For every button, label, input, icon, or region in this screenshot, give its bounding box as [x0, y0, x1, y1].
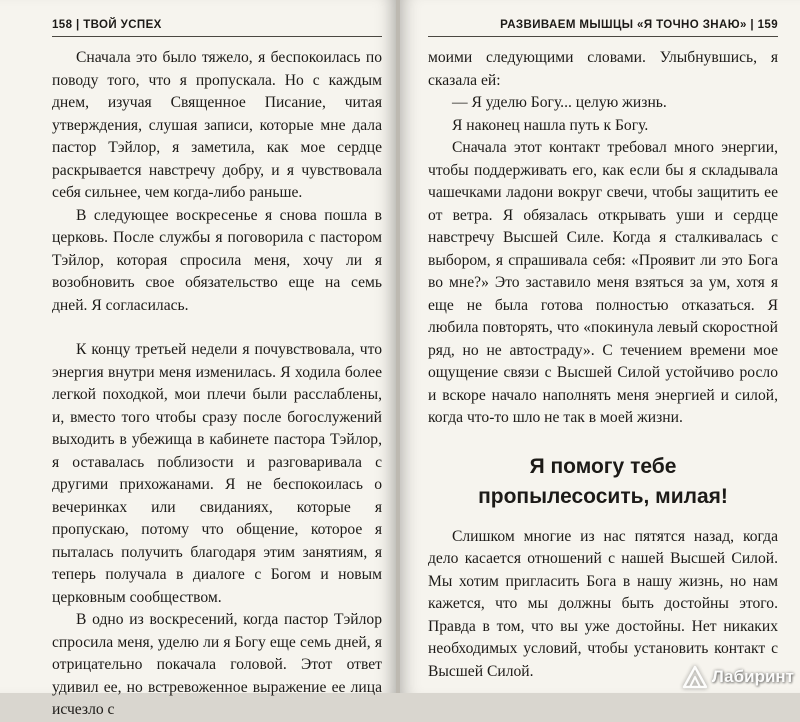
watermark-text: Лабиринт: [711, 667, 794, 686]
watermark: [682, 665, 794, 689]
quote-line: — Я уделю Богу... целую жизнь.: [452, 94, 667, 111]
left-header-rule: [52, 36, 382, 37]
left-paragraph-1: Сначала это было тяжело, я беспокоилась по поводу того, что я пропускала. Но с каждым днем, изучая Священное Писание, читая утверждения, слушая записи, которые мне дала пастор Тэйлор, я заметила, как мое сердце раскрывается навстречу добру, и я чувствовала себя сильнее, чем когда-либо раньше.: [52, 49, 382, 201]
labyrinth-logo-icon: [682, 665, 708, 689]
continuation-text: моими следующими словами. Улыбнувшись, я сказала ей:: [428, 49, 778, 89]
closing-paragraph: Слишком многие из нас пятятся назад, когда дело касается отношений с нашей Высшей Силой. Мы хотим пригласить Бога в нашу жизнь, но нам кажется, что мы должны быть достойны этого. Правда в том, что вы уже достойны. Нет никаких необходимых условий, чтобы установить контакт с Высшей Силой.: [428, 527, 778, 680]
left-page: [0, 0, 398, 718]
left-paragraph-3: К концу третьей недели я почувствовала, что энергия внутри меня изменилась. Я ходила более легкой походкой, мои плечи были расслаблены, и, вместо того чтобы сразу после богослужений выходить в убежища в кабинете пастора Тэйлор, я оставалась поблизости и разговаривала с другими прихожанами. Я не беспокоилась о вечеринках или свиданиях, которые я пропускаю, потому что общение, которое я пыталась получить благодаря этим занятиям, я теперь получала в диалоге с Богом и новым церковным сообществом.: [52, 341, 382, 606]
section-heading-line-1: Я помогу тебе: [529, 454, 677, 478]
section-heading: [428, 452, 778, 512]
quote-followup: Я наконец нашла путь к Богу.: [452, 116, 649, 134]
left-page-number: 158: [52, 19, 73, 31]
left-paragraph-2: В следующее воскресенье я снова пошла в церковь. После службы я поговорила с пастором Тэйлор, которая спросила меня, хочу ли я возобновить свое обязательство еще на семь дней. Я согласилась.: [52, 206, 382, 314]
right-header-rule: [428, 36, 778, 37]
left-paragraph-4: В одно из воскресений, когда пастор Тэйлор спросила меня, уделю ли я Богу еще семь дней, я отрицательно покачала головой. Этот ответ удивил ее, но встревоженное выражение ее лица исчезло с: [52, 611, 382, 718]
section-heading-line-2: пропылесосить, милая!: [478, 484, 728, 508]
right-page: [398, 0, 800, 693]
section-spacer: [52, 317, 382, 339]
left-header-title: ТВОЙ УСПЕХ: [83, 19, 162, 31]
right-paragraph: Сначала этот контакт требовал много энергии, чтобы поддерживать его, как если бы я складывала чашечками ладони вокруг свечи, чтобы защитить ее от ветра. Я обязалась открывать уши и сердце навстречу Высшей Силе. Когда я сталкивалась с выбором, я спрашивала себя: «Проявит ли это Бога во мне?» Это заставило меня взяться за ум, хотя я еще не была готова полностью отказаться. Я любила повторять, что «покинула левый скоростной ряд, но не автостраду». С течением времени мое ощущение связи с Высшей Силой устойчиво росло и вскоре начало наполнять меня энергией и силой, когда что-то шло не так в моей жизни.: [428, 139, 778, 426]
book-gutter: [396, 0, 400, 693]
right-page-number: 159: [757, 19, 778, 31]
right-header-title: РАЗВИВАЕМ МЫШЦЫ «Я ТОЧНО ЗНАЮ»: [500, 19, 747, 31]
right-running-header: РАЗВИВАЕМ МЫШЦЫ «Я ТОЧНО ЗНАЮ» | 159: [500, 19, 778, 31]
left-running-header: 158 | ТВОЙ УСПЕХ: [52, 19, 162, 31]
